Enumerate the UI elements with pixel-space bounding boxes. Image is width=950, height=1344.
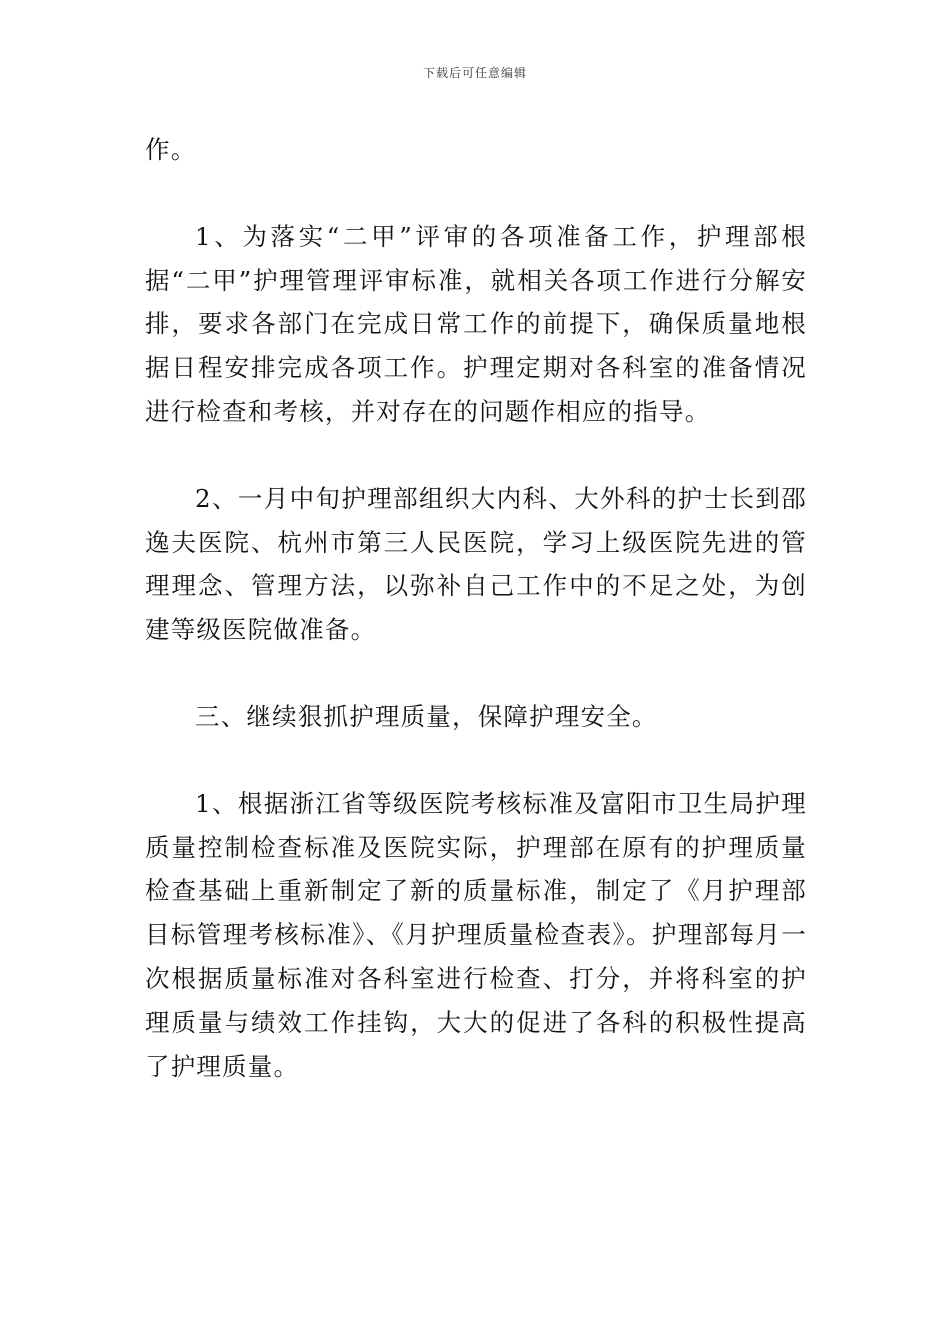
page-header: 下载后可任意编辑 — [422, 66, 527, 80]
paragraph-item-1-review-prep: 1、为落实“二甲”评审的各项准备工作，护理部根据“二甲”护理管理评审标准，就相关各项工作进行分解安排，要求各部门在完成日常工作的前提下，确保质量地根据日程安排完成各项工作。护理定期对各科室的准备情况进行检查和考核，并对存在的问题作相应的指导。 — [145, 221, 807, 426]
document-body — [145, 128, 807, 1088]
paragraph-continuation: 作。 — [145, 135, 197, 164]
paragraph-item-1-quality-standards: 1、根据浙江省等级医院考核标准及富阳市卫生局护理质量控制检查标准及医院实际，护理部在原有的护理质量检查基础上重新制定了新的质量标准，制定了《月护理部目标管理考核标准》、《月护理质量检查表》。护理部每月一次根据质量标准对各科室进行检查、打分，并将科室的护理质量与绩效工作挂钩，大大的促进了各科的积极性提高了护理质量。 — [145, 788, 807, 1081]
section-heading-quality: 三、继续狠抓护理质量，保障护理安全。 — [195, 701, 658, 731]
paragraph-item-2-study-visit: 2、一月中旬护理部组织大内科、大外科的护士长到邵逸夫医院、杭州市第三人民医院，学习上级医院先进的管理理念、管理方法，以弥补自己工作中的不足之处，为创建等级医院做准备。 — [145, 483, 807, 645]
